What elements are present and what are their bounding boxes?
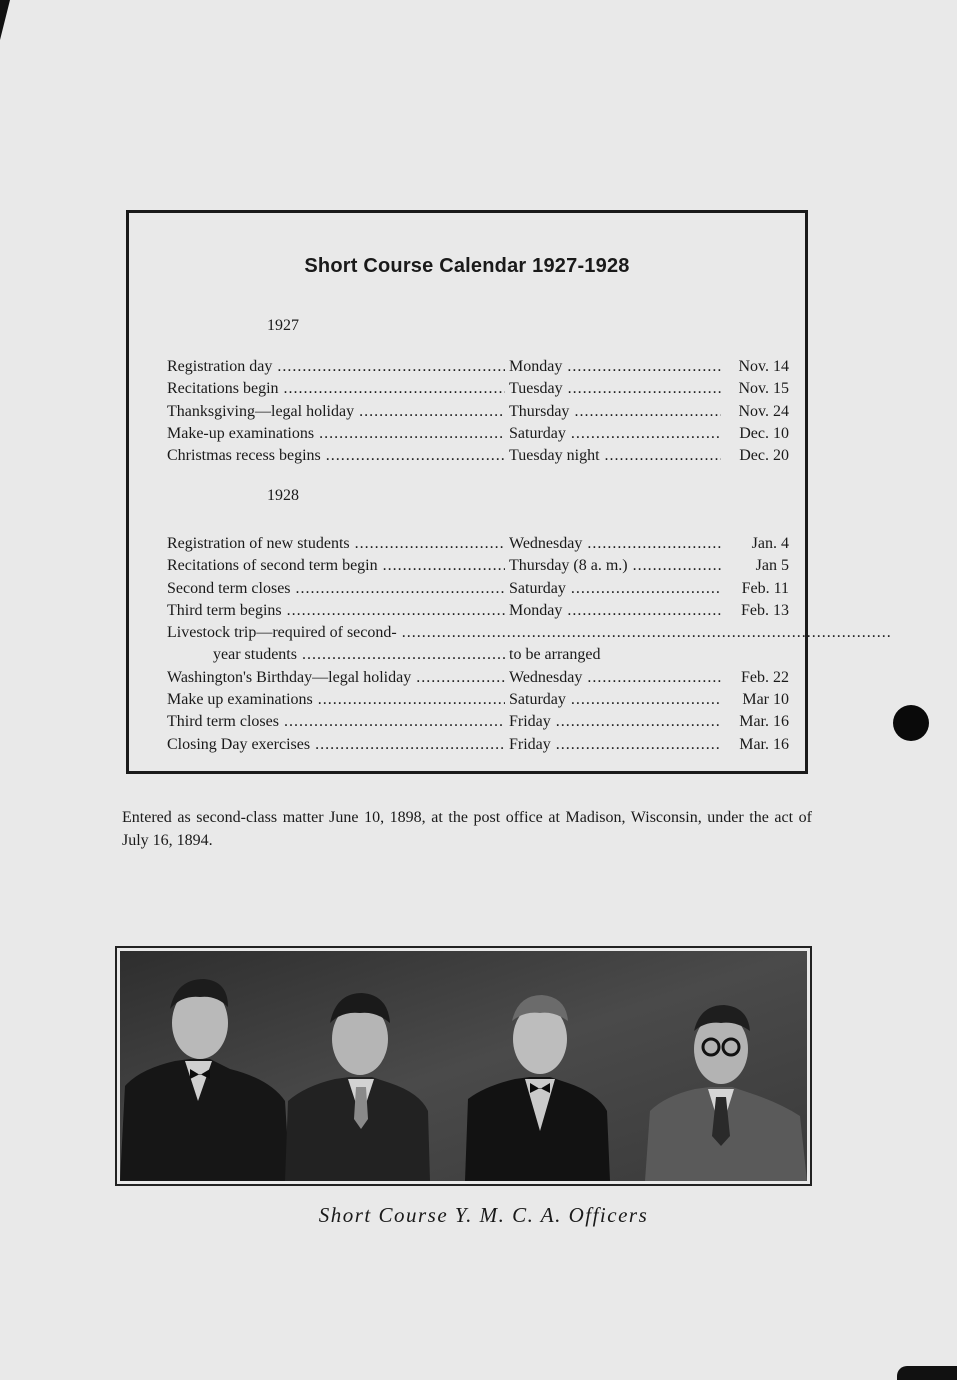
event-label: Washington's Birthday—legal holiday ..... bbox=[167, 667, 505, 689]
day-label: Saturday ..... bbox=[509, 423, 721, 445]
rows-1927 bbox=[167, 356, 789, 467]
calendar-row bbox=[167, 356, 789, 378]
event-label: Make up examinations ..... bbox=[167, 689, 505, 711]
date-label: Nov. 14 bbox=[738, 358, 789, 375]
day-label: Saturday ..... bbox=[509, 578, 721, 600]
date-label: Mar 10 bbox=[742, 691, 789, 709]
event-label: Registration day ..... bbox=[167, 356, 505, 378]
date-label: Jan. 4 bbox=[751, 535, 789, 552]
calendar-title: Short Course Calendar 1927-1928 bbox=[304, 255, 630, 277]
year-heading-1928: 1928 bbox=[267, 487, 299, 504]
date-label: Mar. 16 bbox=[739, 735, 789, 753]
calendar-row bbox=[167, 622, 789, 644]
day-label: Monday ..... bbox=[509, 600, 721, 622]
day-label: Saturday ..... bbox=[509, 689, 721, 711]
calendar-row bbox=[167, 734, 789, 756]
photo-caption: Short Course Y. M. C. A. Officers bbox=[318, 1203, 649, 1227]
day-label: Thursday (8 a. m.) ..... bbox=[509, 555, 721, 577]
date-label: Nov. 15 bbox=[738, 380, 789, 398]
day-label: Tuesday night ..... bbox=[509, 445, 721, 467]
date-label: Mar. 16 bbox=[739, 713, 789, 731]
event-label: year students ..... bbox=[167, 644, 505, 666]
calendar-row bbox=[167, 644, 789, 666]
calendar-row bbox=[167, 711, 789, 733]
event-label: Livestock trip—required of second- ..... bbox=[167, 622, 892, 644]
event-label: Registration of new students ..... bbox=[167, 533, 505, 555]
date-label: Feb. 11 bbox=[741, 579, 789, 597]
event-label: Christmas recess begins ..... bbox=[167, 445, 505, 467]
event-label: Make-up examinations ..... bbox=[167, 423, 505, 445]
binder-hole bbox=[893, 705, 929, 741]
day-label: Tuesday ..... bbox=[509, 378, 721, 400]
page-edge-mark bbox=[0, 0, 10, 40]
calendar-row bbox=[167, 689, 789, 711]
date-label: Feb. 13 bbox=[741, 601, 789, 619]
rows-1928 bbox=[167, 533, 789, 756]
calendar-row bbox=[167, 445, 789, 467]
photo-frame bbox=[115, 946, 812, 1186]
day-label: Thursday ..... bbox=[509, 401, 721, 423]
calendar-row bbox=[167, 401, 789, 423]
day-label: Wednesday ..... bbox=[509, 667, 721, 689]
date-label: Jan 5 bbox=[755, 557, 789, 575]
date-label: Dec. 10 bbox=[739, 424, 789, 442]
event-label: Recitations of second term begin ..... bbox=[167, 555, 505, 577]
calendar-row bbox=[167, 555, 789, 577]
group-photo bbox=[120, 951, 807, 1181]
day-label: Monday ..... bbox=[509, 356, 721, 378]
day-label: Friday ..... bbox=[509, 711, 721, 733]
event-label: Thanksgiving—legal holiday ..... bbox=[167, 401, 505, 423]
event-label: Second term closes ..... bbox=[167, 578, 505, 600]
calendar-row bbox=[167, 533, 789, 555]
calendar-row bbox=[167, 667, 789, 689]
event-label: Recitations begin ..... bbox=[167, 378, 505, 400]
year-heading-1927: 1927 bbox=[267, 317, 299, 334]
calendar-row bbox=[167, 600, 789, 622]
calendar-row bbox=[167, 578, 789, 600]
event-label: Closing Day exercises ..... bbox=[167, 734, 505, 756]
event-label: Third term closes ..... bbox=[167, 711, 505, 733]
calendar-row bbox=[167, 378, 789, 400]
calendar-box bbox=[126, 210, 808, 774]
day-label: Friday ..... bbox=[509, 734, 721, 756]
day-label: Wednesday ..... bbox=[509, 533, 721, 555]
date-label: Feb. 22 bbox=[741, 668, 789, 686]
date-label: Nov. 24 bbox=[738, 402, 789, 420]
day-label: to be arranged bbox=[509, 646, 601, 664]
date-label: Dec. 20 bbox=[739, 447, 789, 465]
mailing-entry-note: Entered as second-class matter June 10, 1898, at the post office at Madison, Wisconsin, under the act of July 16, 1894. bbox=[122, 809, 812, 849]
event-label: Third term begins ..... bbox=[167, 600, 505, 622]
calendar-row bbox=[167, 423, 789, 445]
corner-mark bbox=[897, 1366, 957, 1380]
